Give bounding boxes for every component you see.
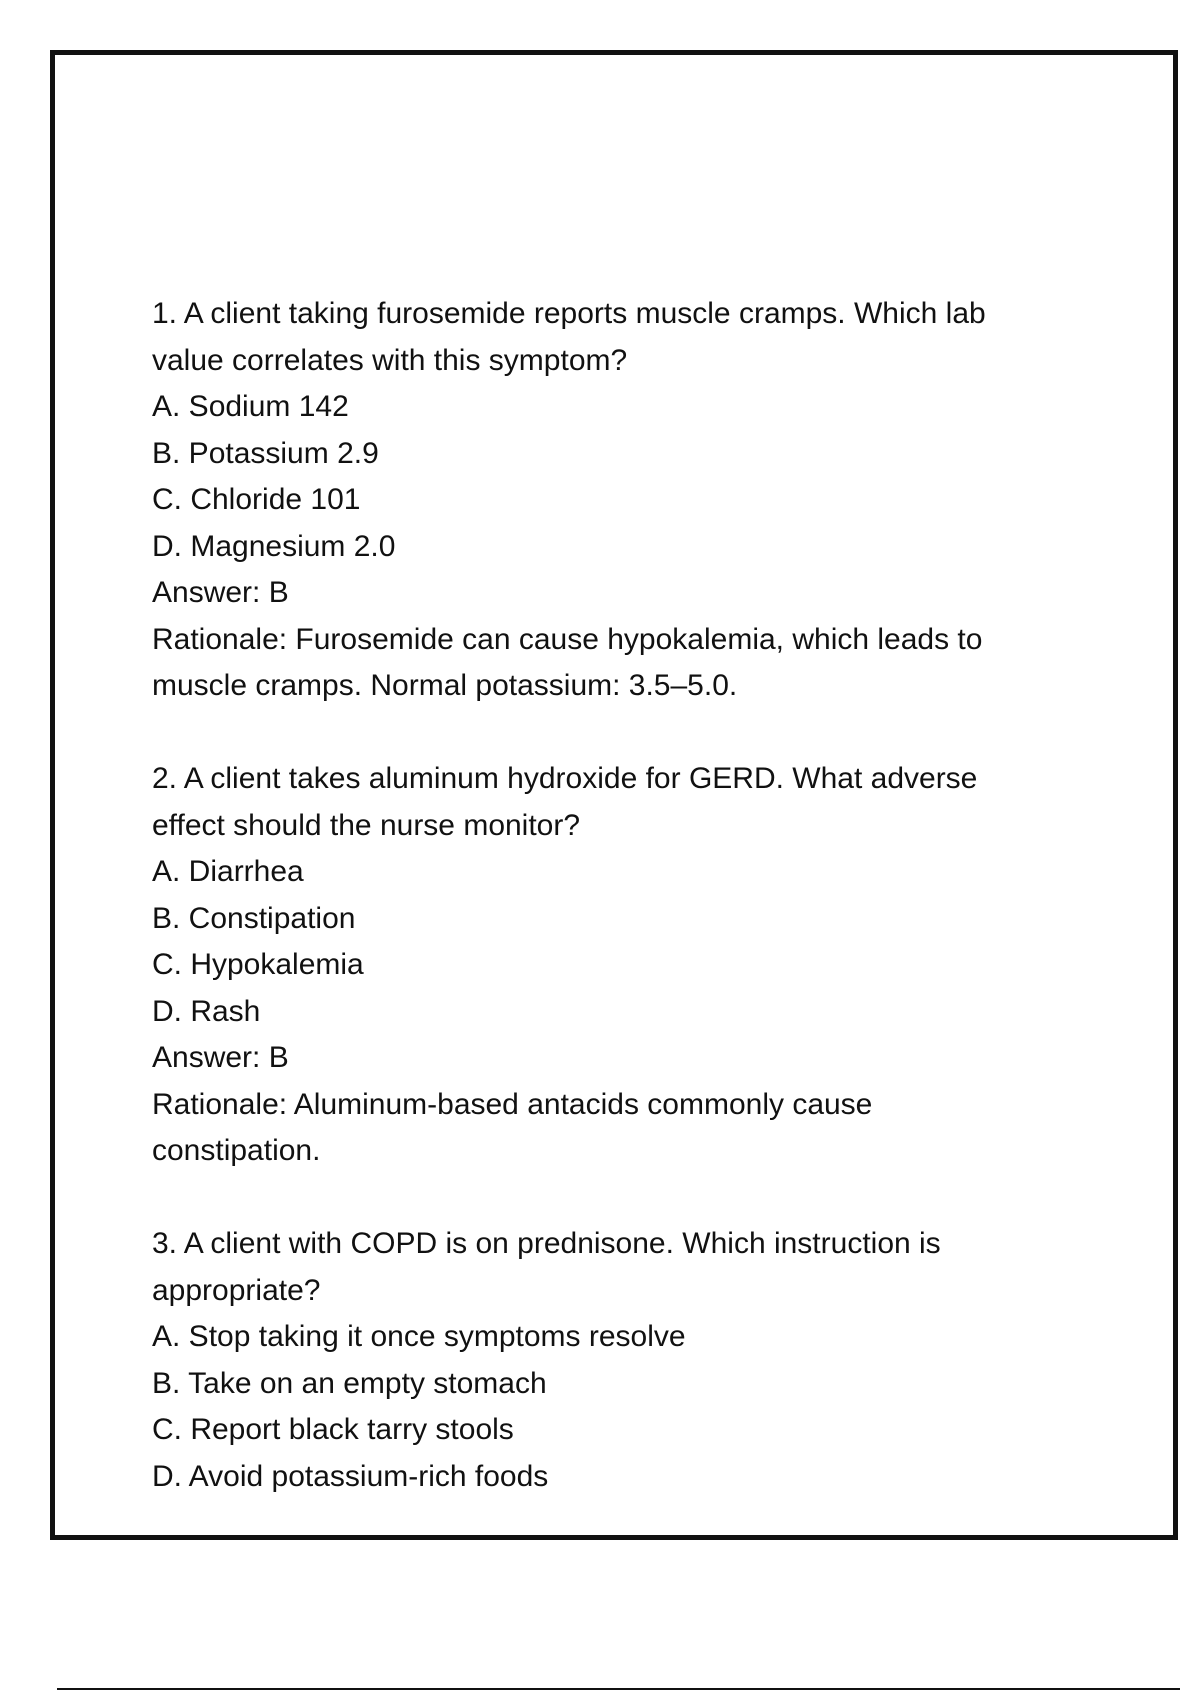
question-stem-line: 2. A client takes aluminum hydroxide for GERD. What adverse — [152, 762, 978, 795]
answer-option-a: A. Diarrhea — [152, 855, 304, 888]
bottom-divider — [57, 1688, 1180, 1690]
rationale-line: constipation. — [152, 1134, 321, 1167]
answer-option-a: A. Stop taking it once symptoms resolve — [152, 1320, 686, 1353]
question-stem-line: 3. A client with COPD is on prednisone. Which instruction is — [152, 1227, 941, 1260]
answer-option-d: D. Avoid potassium-rich foods — [152, 1459, 549, 1493]
answer-option-b: B. Take on an empty stomach — [152, 1366, 547, 1400]
answer-option-a: A. Sodium 142 — [152, 390, 349, 423]
question-1 — [152, 291, 1112, 710]
question-stem-line: 1. A client taking furosemide reports muscle cramps. Which lab — [152, 297, 986, 330]
rationale-line: Rationale: Aluminum-based antacids commonly cause — [152, 1087, 873, 1121]
rationale-line: muscle cramps. Normal potassium: 3.5–5.0. — [152, 669, 738, 702]
answer-option-c: C. Hypokalemia — [152, 948, 364, 981]
question-list — [152, 291, 1112, 1500]
question-stem-line: appropriate? — [152, 1273, 321, 1307]
answer-option-b: B. Potassium 2.9 — [152, 436, 379, 470]
document-frame — [50, 50, 1178, 1540]
answer-option-d: D. Magnesium 2.0 — [152, 529, 396, 563]
correct-answer: Answer: B — [152, 1041, 289, 1074]
answer-option-c: C. Chloride 101 — [152, 483, 361, 516]
question-stem-line: value correlates with this symptom? — [152, 343, 628, 377]
answer-option-b: B. Constipation — [152, 901, 356, 935]
question-2 — [152, 756, 1112, 1175]
question-3 — [152, 1221, 1112, 1500]
correct-answer: Answer: B — [152, 576, 289, 609]
rationale-line: Rationale: Furosemide can cause hypokalemia, which leads to — [152, 622, 983, 656]
answer-option-c: C. Report black tarry stools — [152, 1413, 514, 1446]
question-stem-line: effect should the nurse monitor? — [152, 808, 581, 842]
answer-option-d: D. Rash — [152, 994, 261, 1028]
